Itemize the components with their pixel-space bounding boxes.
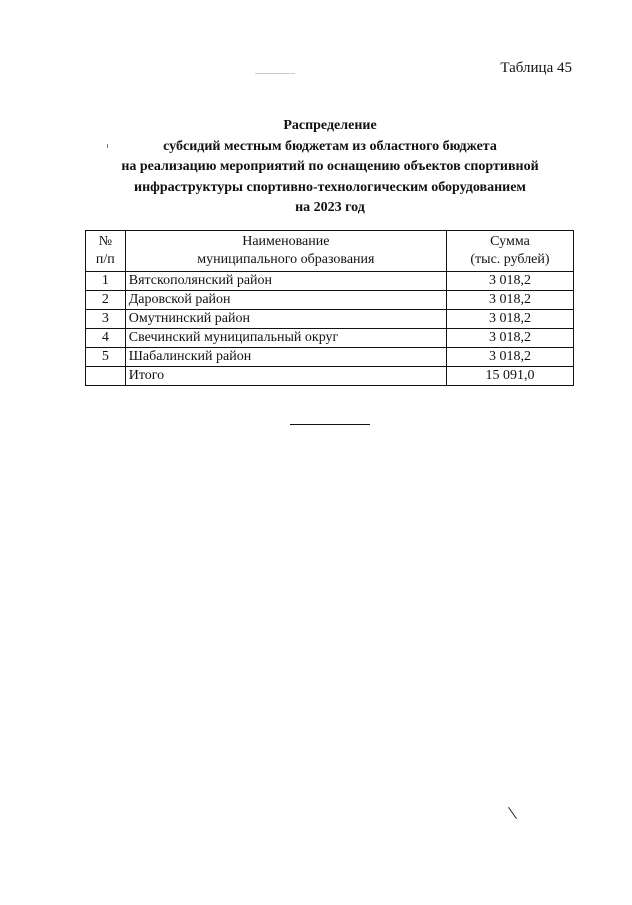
total-num [86,367,126,386]
row-sum: 3 018,2 [446,348,573,367]
header-sum-line-2: (тыс. рублей) [470,252,550,267]
row-name: Даровской район [125,291,446,310]
row-sum: 3 018,2 [446,310,573,329]
row-num: 2 [86,291,126,310]
header-num-line-1: № [98,234,113,249]
row-name: Вятскополянский район [125,272,446,291]
header-name-line-2: муниципального образования [197,252,375,267]
total-label: Итого [125,367,446,386]
row-sum: 3 018,2 [446,329,573,348]
header-num-line-2: п/п [95,252,115,267]
end-separator-line [290,424,370,425]
row-name: Омутнинский район [125,310,446,329]
table-row [86,291,574,310]
document-heading [60,116,600,219]
header-sum-line-1: Сумма [490,234,530,249]
scan-mark [255,73,295,74]
table-row [86,310,574,329]
row-num: 5 [86,348,126,367]
table-number: Таблица 45 [500,60,572,76]
total-row [86,367,574,386]
heading-line-4: инфраструктуры спортивно-технологическим оборудованием [134,179,526,195]
row-num: 4 [86,329,126,348]
heading-line-2: субсидий местным бюджетам из областного бюджета [163,138,497,154]
heading-line-1: Распределение [283,118,377,133]
total-sum: 15 091,0 [446,367,573,386]
header-sum [446,231,573,272]
row-num: 1 [86,272,126,291]
pen-mark [508,807,517,819]
table-row [86,272,574,291]
heading-line-3: на реализацию мероприятий по оснащению объектов спортивной [121,159,539,174]
row-sum: 3 018,2 [446,291,573,310]
header-num [86,231,126,272]
row-name: Шабалинский район [125,348,446,367]
table-row [86,348,574,367]
row-sum: 3 018,2 [446,272,573,291]
table-header-row [86,231,574,272]
heading-line-5: на 2023 год [295,200,365,215]
row-num: 3 [86,310,126,329]
table-row [86,329,574,348]
subsidy-table [85,230,574,386]
scan-mark [107,144,108,148]
row-name: Свечинский муниципальный округ [125,329,446,348]
header-name [125,231,446,272]
header-name-line-1: Наименование [242,234,330,249]
